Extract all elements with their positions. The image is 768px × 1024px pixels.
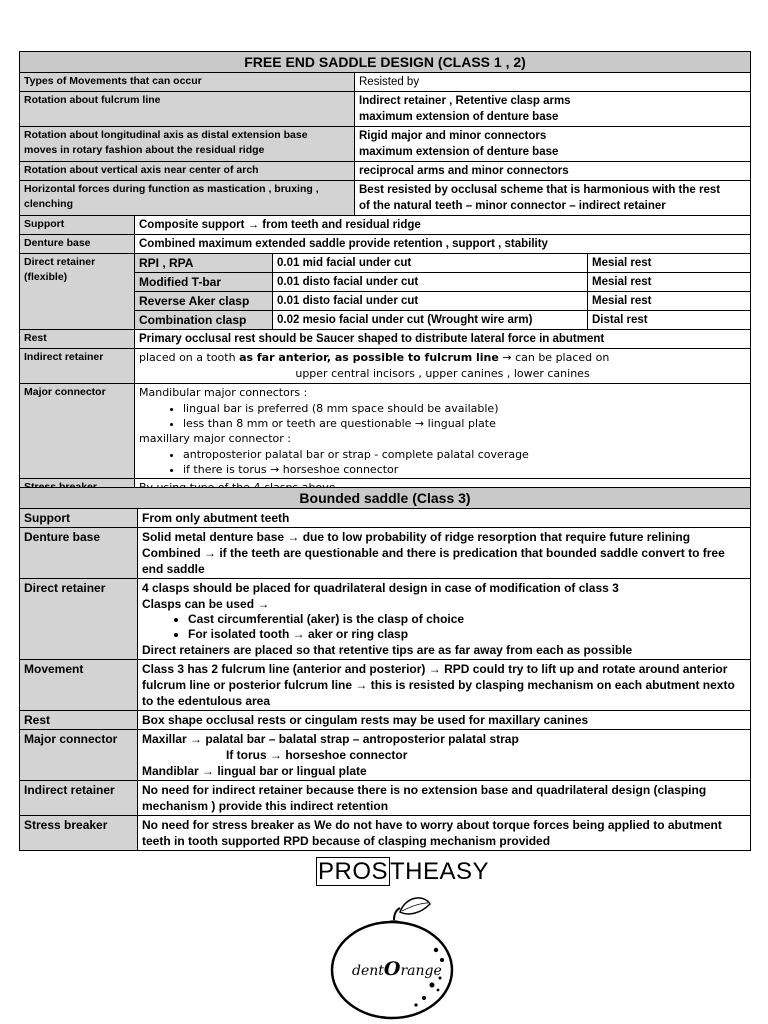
indirect-line-1 [139,350,746,366]
rest-label: Rest [20,330,135,349]
resisted-line: maximum extension of denture base [359,146,559,158]
resisted-cell [355,181,751,216]
movement-cell [20,181,355,216]
list-item: • less than 8 mm or teeth are questionable → lingual plate [183,416,746,431]
text-line: Clasps can be used → [142,597,270,611]
resisted-line: Rigid major and minor connectors [359,130,547,142]
brand-boxed: PROS [318,858,389,885]
clasp-name: Combination clasp [135,311,273,330]
major-connector-label: Major connector [20,384,135,479]
text-line: Mandiblar → lingual bar or lingual plate [142,764,367,778]
stress-breaker-label: Stress breaker [20,816,138,851]
brand-title [316,858,489,886]
rest-label: Rest [20,711,138,730]
movement-cell [20,127,355,162]
list-item: • if there is torus → horseshoe connector [183,462,746,477]
clasp-rest: Distal rest [588,311,751,330]
table-row [20,330,751,349]
brand-rest: THEASY [390,858,490,885]
denture-base-value [138,528,751,579]
direct-retainer-label: Direct retainer (flexible) [20,254,135,330]
mandibular-list [139,401,746,431]
rest-value: Box shape occlusal rests or cingulam rests may be used for maxillary canines [138,711,751,730]
list-item: • For isolated tooth → aker or ring clasp [188,627,746,642]
table-row [20,349,751,384]
major-connector-value [138,730,751,781]
rest-value: Primary occlusal rest should be Saucer shaped to distribute lateral force in abutment [135,330,751,349]
text-line: Combined → if the teeth are questionable and there is predication that bounded saddle convert to free [142,546,725,560]
resisted-header: Resisted by [355,73,751,92]
text-line: end saddle [142,562,205,576]
text-line: No need for stress breaker as We do not have to worry about torque forces being applied to abutment [142,818,722,832]
table-row [20,235,751,254]
resisted-cell [355,92,751,127]
major-connector-label: Major connector [20,730,138,781]
table-row [20,384,751,479]
resisted-line: Best resisted by occlusal scheme that is harmonious with the rest [359,184,721,196]
table-row [20,816,751,851]
free-end-saddle-table [19,51,751,498]
indirect-retainer-label: Indirect retainer [20,349,135,384]
support-value: From only abutment teeth [138,509,751,528]
table-row [20,660,751,711]
text-line: 4 clasps should be placed for quadrilateral design in case of modification of class 3 [142,581,619,595]
table-row [20,216,751,235]
table-row [20,92,751,127]
resisted-cell: reciprocal arms and minor connectors [355,162,751,181]
denture-base-label: Denture base [20,528,138,579]
resisted-line: of the natural teeth – minor connector – indirect retainer [359,200,666,212]
orange-logo-icon [328,890,458,1020]
indirect-post: → can be placed on [498,351,610,364]
indirect-retainer-label: Indirect retainer [20,781,138,816]
text-line: fulcrum line or posterior fulcrum line → this is resisted by clasping mechanism on each abutment nexto [142,678,735,692]
clasp-rest: Mesial rest [588,292,751,311]
clasp-name: RPI , RPA [135,254,273,273]
table-title: Bounded saddle (Class 3) [20,488,751,509]
support-label: Support [20,216,135,235]
indirect-pre: placed on a tooth [139,351,240,364]
denture-base-label: Denture base [20,235,135,254]
movement-cell: Rotation about fulcrum line [20,92,355,127]
denture-base-value: Combined maximum extended saddle provide retention , support , stability [135,235,751,254]
direct-retainer-label: Direct retainer [20,579,138,660]
list-item: • lingual bar is preferred (8 mm space should be available) [183,401,746,416]
clasp-undercut: 0.02 mesio facial under cut (Wrought wire arm) [273,311,588,330]
table-row [20,528,751,579]
movement-label: Movement [20,660,138,711]
clasp-undercut: 0.01 mid facial under cut [273,254,588,273]
clasp-name: Reverse Aker clasp [135,292,273,311]
clasp-undercut: 0.01 disto facial under cut [273,292,588,311]
movements-header: Types of Movements that can occur [20,73,355,92]
text-line: teeth in tooth supported RPD because of clasping mechanism provided [142,834,551,848]
logo-text-a: dent [352,963,384,979]
table-row [20,730,751,781]
table-row [20,181,751,216]
text-line: mechanism ) provide this indirect retention [142,799,389,813]
clasp-list [142,612,746,642]
movement-line: moves in rotary fashion about the residual ridge [24,144,265,156]
clasp-name: Modified T-bar [135,273,273,292]
stress-breaker-value [138,816,751,851]
list-item: • antroposterior palatal bar or strap - complete palatal coverage [183,447,746,462]
indirect-line-2: upper central incisors , upper canines , lower canines [295,367,590,380]
logo-text-b: O [383,958,401,980]
indirect-retainer-value [138,781,751,816]
table-row [20,711,751,730]
table-row [20,254,751,273]
resisted-cell [355,127,751,162]
support-value: Composite support → from teeth and residual ridge [135,216,751,235]
clasp-rest: Mesial rest [588,273,751,292]
mandibular-heading: Mandibular major connectors : [139,386,308,399]
list-item: • Cast circumferential (aker) is the clasp of choice [188,612,746,627]
movement-value [138,660,751,711]
bounded-saddle-table [19,487,751,851]
major-connector-value [135,384,751,479]
table-row [20,781,751,816]
table-row [20,579,751,660]
text-line: to the edentulous area [142,694,271,708]
text-line: No need for indirect retainer because there is no extension base and quadrilateral design (clasping [142,783,707,797]
support-label: Support [20,509,138,528]
movement-cell: Rotation about vertical axis near center of arch [20,162,355,181]
movement-line: clenching [24,198,74,210]
text-line: Maxillar → palatal bar – balatal strap – antroposterior palatal strap [142,732,519,746]
text-line: Class 3 has 2 fulcrum line (anterior and posterior) → RPD could try to lift up and rotate around anterior [142,662,728,676]
table-title: FREE END SADDLE DESIGN (CLASS 1 , 2) [20,52,751,73]
text-line: Solid metal denture base → due to low probability of ridge resorption that require future relining [142,530,691,544]
movement-line: Horizontal forces during function as mastication , bruxing , [24,183,319,195]
indirect-bold: as far anterior, as possible to fulcrum line [239,351,499,364]
resisted-line: maximum extension of denture base [359,111,559,123]
indirect-retainer-value [135,349,751,384]
maxillary-heading: maxillary major connector : [139,432,291,445]
maxillary-list [139,447,746,477]
table-row [20,162,751,181]
text-line: If torus → horseshoe connector [226,748,408,762]
clasp-undercut: 0.01 disto facial under cut [273,273,588,292]
resisted-line: Indirect retainer , Retentive clasp arms [359,95,571,107]
logo-text-c: range [400,963,442,979]
movement-line: Rotation about longitudinal axis as distal extension base [24,129,308,141]
direct-retainer-value [138,579,751,660]
table-row [20,509,751,528]
text-line: Direct retainers are placed so that retentive tips are as far away from each as possible [142,643,633,657]
clasp-rest: Mesial rest [588,254,751,273]
table-row [20,127,751,162]
